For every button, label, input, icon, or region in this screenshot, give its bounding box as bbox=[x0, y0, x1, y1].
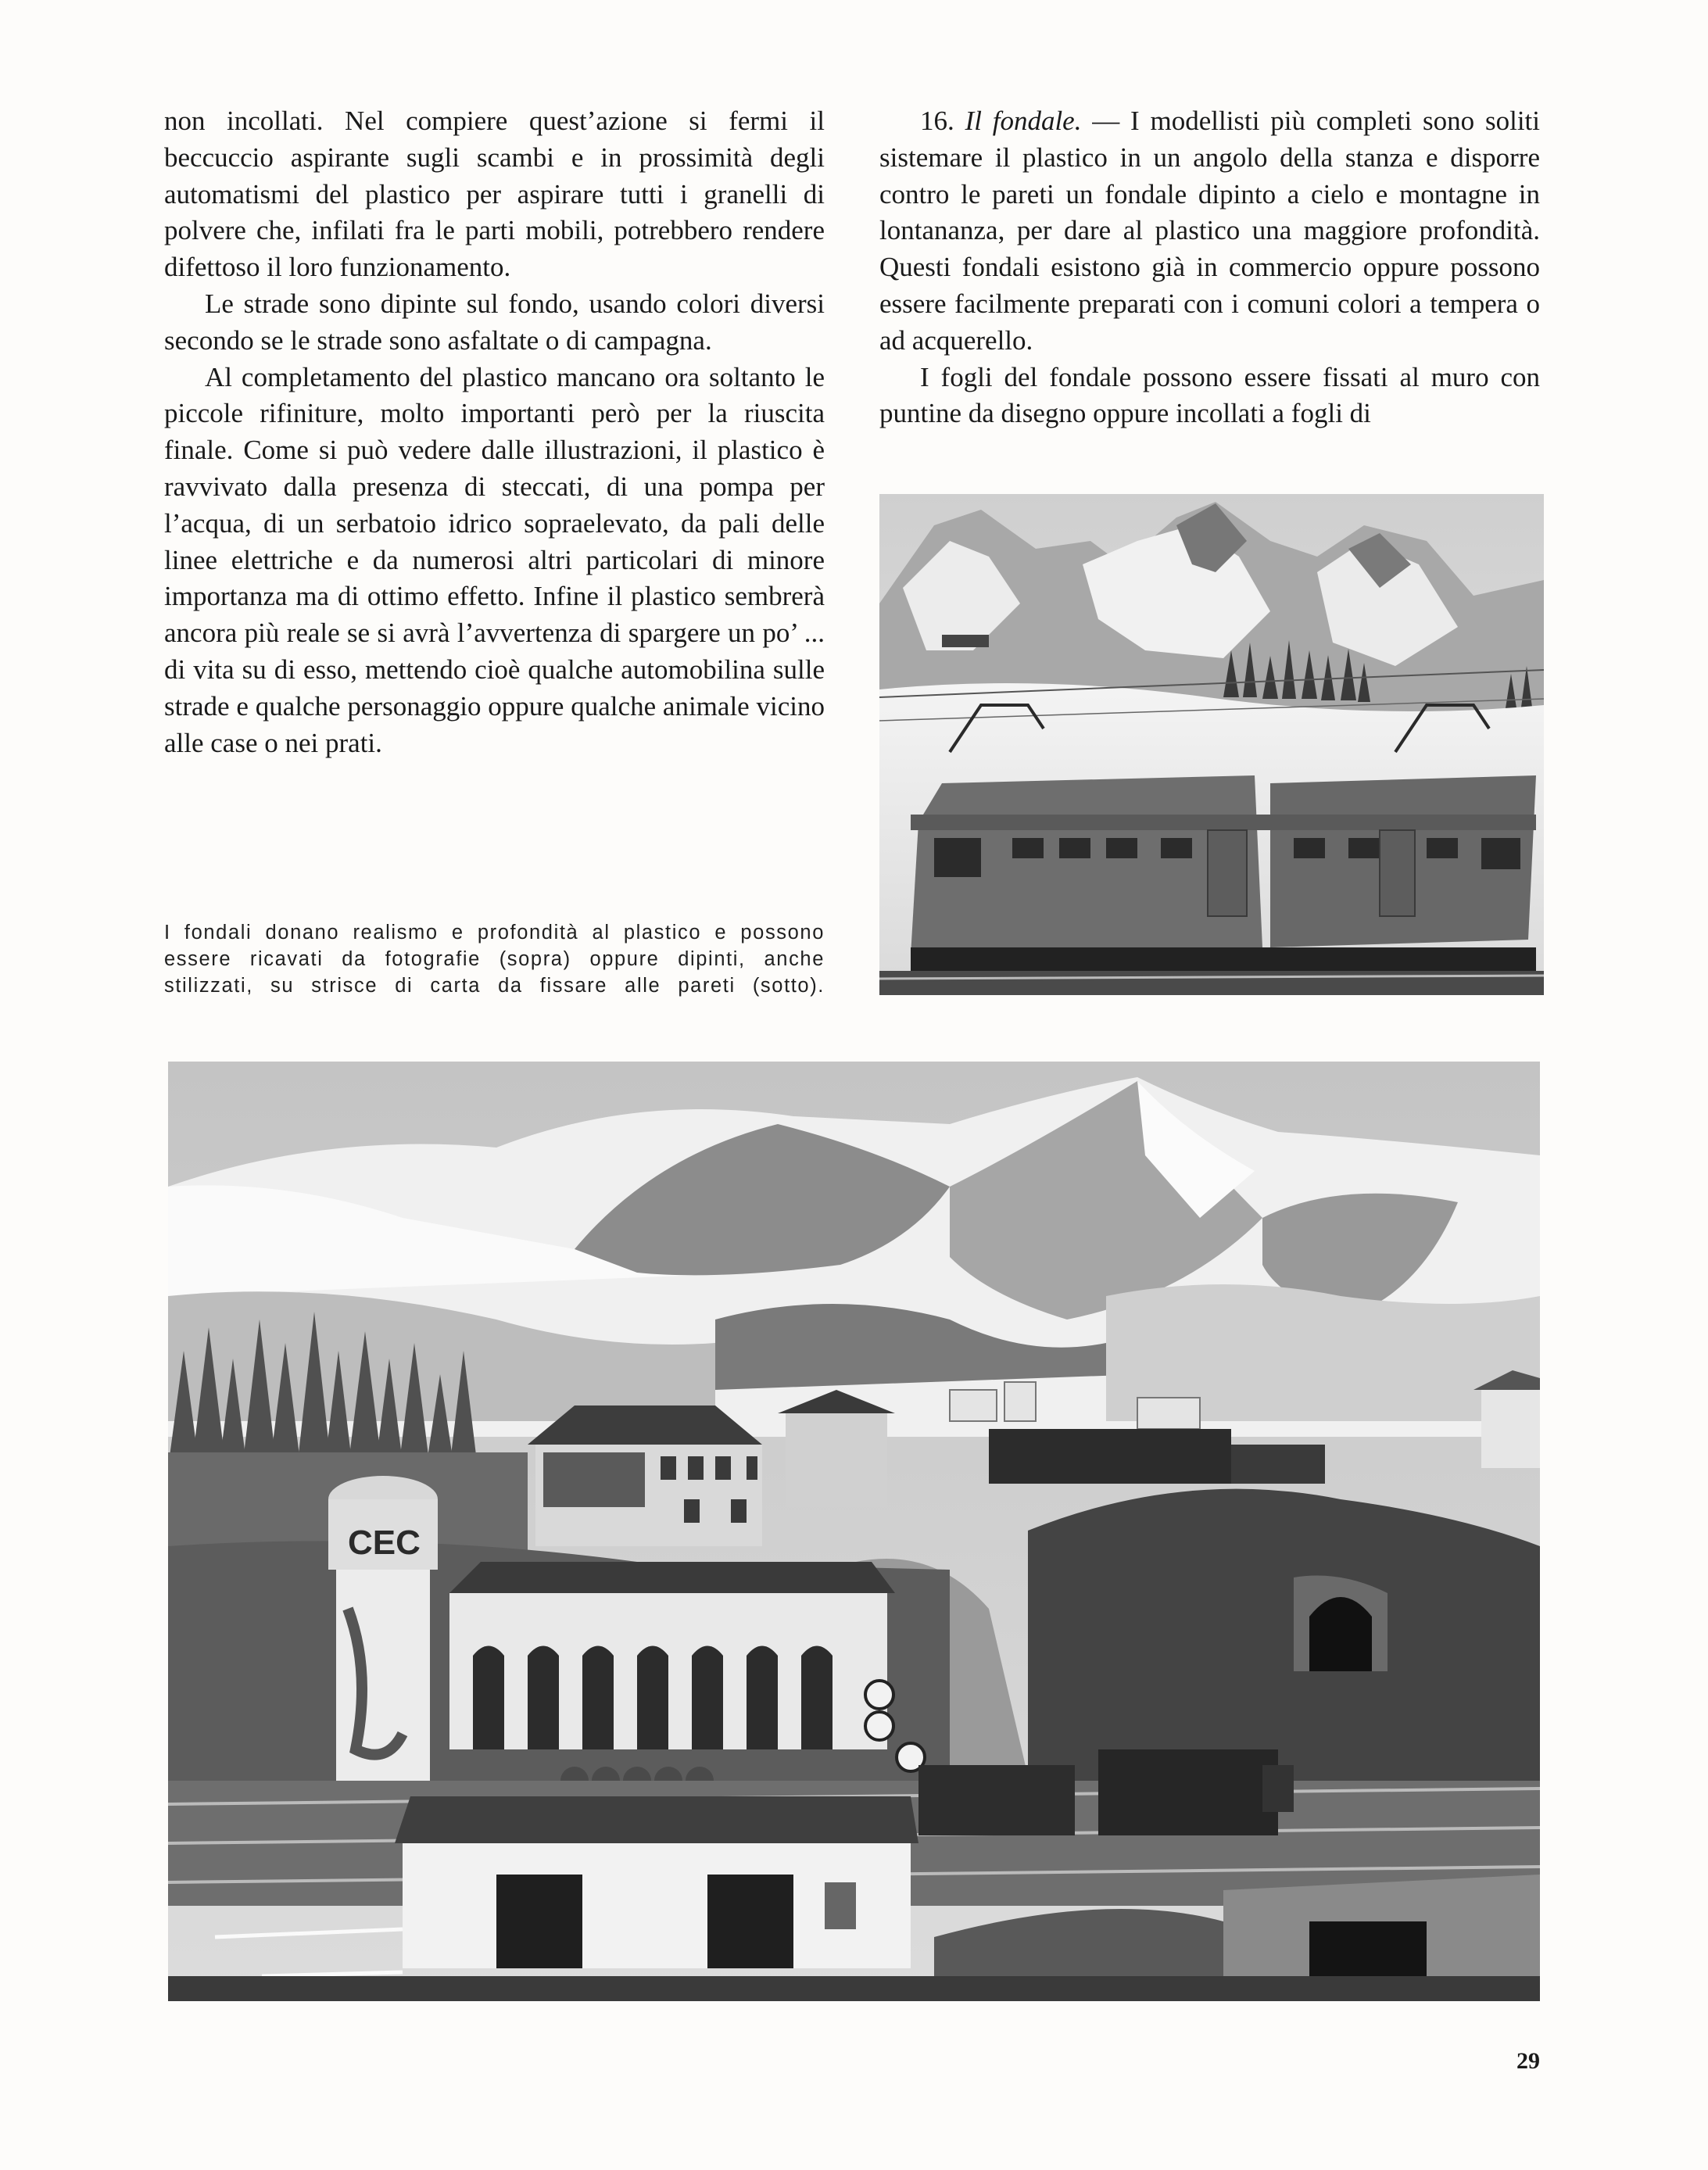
paragraph bbox=[879, 103, 1540, 360]
paragraph-text: — I modellisti più completi sono soliti sistemare il plastico in un angolo della stanza e disporre contro le pareti un fondale dipinto a cielo e montagne in lontananza, per dare al plastico una maggiore profondità. Questi fondali esistono già in commercio oppure possono essere facilmente preparati con i comuni colori a tempera o ad acquerello. bbox=[879, 106, 1540, 356]
caption-line: I fondali donano realismo e profondità al plastico e possono bbox=[164, 922, 825, 944]
left-text-column bbox=[164, 103, 825, 761]
page-number: 29 bbox=[1516, 2048, 1540, 2074]
figure-caption bbox=[164, 919, 825, 999]
photo-mountain-locomotive bbox=[879, 494, 1544, 995]
section-number: 16. bbox=[920, 106, 954, 136]
photo-bottom-illustration bbox=[168, 1062, 1540, 2001]
section-title: Il fondale. bbox=[965, 106, 1082, 136]
paragraph: non incollati. Nel compiere quest’azione si fermi il beccuccio aspirante sugli scambi e in prossimità degli automatismi del plastico per aspirare tutti i granelli di polvere che, infilati fra le parti mobili, potrebbero rendere difettoso il loro funzionamento. bbox=[164, 106, 825, 283]
paragraph: Le strade sono dipinte sul fondo, usando colori diversi secondo se le strade sono asfaltate o di campagna. bbox=[164, 288, 825, 356]
caption-line: stilizzati, su strisce di carta da fissare alle pareti (sotto). bbox=[164, 975, 825, 997]
caption-line: essere ricavati da fotografie (sopra) oppure dipinti, anche bbox=[164, 948, 825, 970]
paragraph: Al completamento del plastico mancano ora soltanto le piccole rifiniture, molto importanti però per la riuscita finale. Come si può vedere dalle illustrazioni, il plastico è ravvivato dalla presenza di steccati, di una pompa per l’acqua, di un serbatoio idrico sopraelevato, da pali delle linee elettriche e da numerosi altri particolari di minore importanza ma di ottimo effetto. Infine il plastico sembrerà ancora più reale se si avrà l’avvertenza di spargere un po’ ... di vita su di esso, mettendo cioè qualche automobilina sulle strade e qualche personaggio oppure qualche animale vicino alle case o nei prati. bbox=[164, 361, 825, 758]
photo-model-layout bbox=[168, 1062, 1540, 2001]
photo-top-illustration bbox=[879, 494, 1544, 995]
tower-sign: CEC bbox=[348, 1524, 421, 1562]
right-text-column bbox=[879, 103, 1540, 432]
paragraph: I fogli del fondale possono essere fissati al muro con puntine da disegno oppure incollati a fogli di bbox=[879, 361, 1540, 429]
